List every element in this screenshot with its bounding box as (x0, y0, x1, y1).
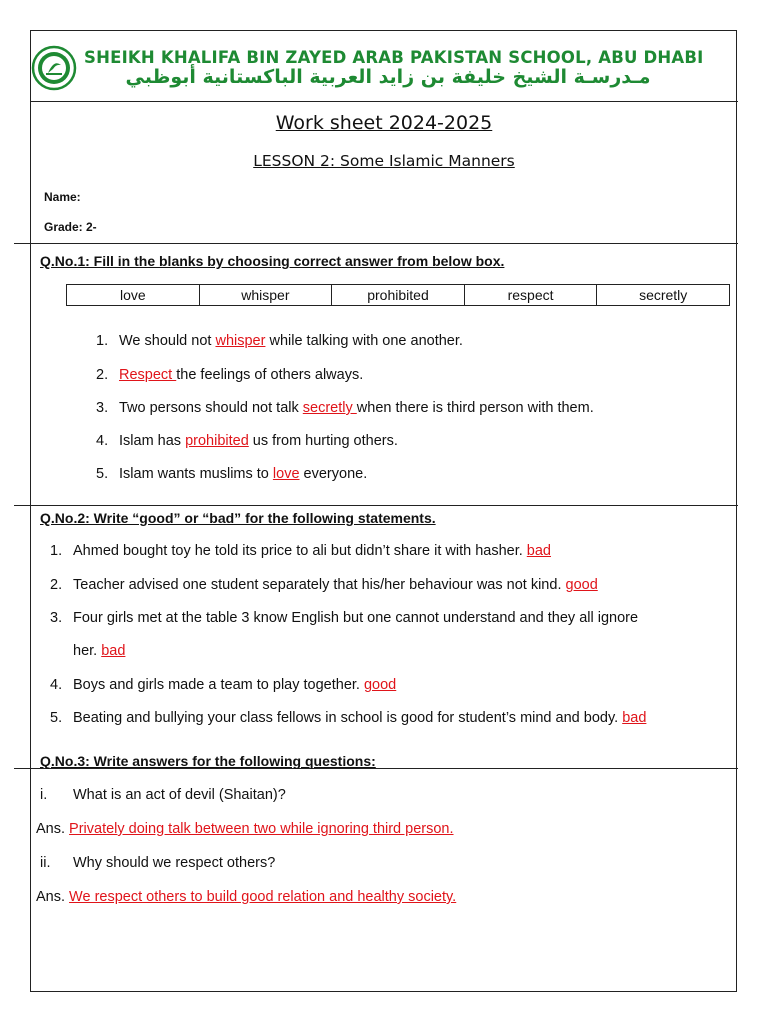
lesson-title: LESSON 2: Some Islamic Manners (253, 152, 515, 170)
answer-label: Ans. (36, 889, 70, 905)
q1-item (119, 367, 363, 383)
q2-answer: bad (101, 643, 126, 659)
worksheet-title: Work sheet 2024-2025 (275, 112, 493, 134)
q1-answer: Respect (119, 367, 177, 383)
q3-question: Why should we respect others? (73, 855, 276, 871)
school-crest-icon (31, 45, 77, 91)
header-divider (30, 101, 738, 102)
q2-item (73, 710, 646, 726)
q1-heading: Q.No.1: Fill in the blanks by choosing correct answer from below box. (40, 253, 505, 269)
q1-item-text: when there is third person with them. (356, 400, 594, 416)
q1-answer: secretly (302, 400, 357, 416)
q1-item-text: Two persons should not talk (119, 400, 303, 416)
q2-item-text: Boys and girls made a team to play together. (73, 677, 364, 693)
name-label: Name: (44, 190, 81, 204)
q2-item-text: Ahmed bought toy he told its price to ali but didn’t share it with hasher. (73, 543, 527, 559)
q1-item-text: Islam wants muslims to (119, 466, 273, 482)
q2-item-number: 2. (50, 577, 63, 593)
section-divider-2 (14, 505, 738, 506)
q3-item-number: ii. (40, 855, 51, 871)
section-divider-1 (14, 243, 738, 244)
q2-answer: bad (526, 543, 551, 559)
word-bank-cell: love (67, 285, 200, 306)
q2-answer: good (363, 677, 397, 693)
q1-item-text: We should not (119, 333, 216, 349)
q2-item-number: 1. (50, 543, 63, 559)
q2-item (73, 577, 598, 593)
q3-item-number: i. (40, 787, 48, 803)
q1-item-text: while talking with one another. (265, 333, 463, 349)
q1-item-number: 4. (96, 433, 109, 449)
q1-item-text: everyone. (299, 466, 368, 482)
q1-item (119, 400, 594, 416)
q2-item-text: Teacher advised one student separately that his/her behaviour was not kind. (73, 577, 566, 593)
q2-answer: good (565, 577, 598, 593)
q1-item (119, 466, 367, 482)
q1-answer: prohibited (185, 433, 249, 449)
q1-item-number: 2. (96, 367, 109, 383)
q2-item (73, 543, 551, 559)
q2-item-continued (73, 643, 125, 659)
q2-item (73, 677, 396, 693)
q2-item-number: 4. (50, 677, 63, 693)
q2-item-text: Four girls met at the table 3 know English but one cannot understand and they all ignore (73, 610, 639, 626)
word-bank-cell: whisper (199, 285, 332, 306)
word-bank-cell: secretly (597, 285, 730, 306)
q3-answer-line (36, 821, 454, 837)
q1-answer: whisper (215, 333, 266, 349)
q1-item-text: us from hurting others. (248, 433, 398, 449)
word-bank-cell: prohibited (332, 285, 465, 306)
q2-item-text: her. (73, 643, 102, 659)
word-bank-cell: respect (464, 285, 597, 306)
q2-heading: Q.No.2: Write “good” or “bad” for the following statements. (40, 510, 436, 526)
q3-answer: We respect others to build good relation and healthy society. (69, 889, 457, 905)
q2-item-text: Beating and bullying your class fellows in school is good for student’s mind and body. (73, 710, 623, 726)
grade-label: Grade: 2- (44, 220, 97, 234)
q2-answer: bad (622, 710, 647, 726)
school-name-arabic: مـدرسـة الشيخ خليفة بن زايد العربية الباكستانية أبوظبي (125, 66, 651, 88)
q1-item (119, 333, 463, 349)
school-name-english: SHEIKH KHALIFA BIN ZAYED ARAB PAKISTAN SCHOOL, ABU DHABI (84, 48, 704, 67)
q1-item-number: 5. (96, 466, 109, 482)
q1-item-text: the feelings of others always. (176, 367, 364, 383)
q2-item (73, 610, 638, 626)
q3-answer-line (36, 889, 456, 905)
q2-item-number: 5. (50, 710, 63, 726)
q2-item-number: 3. (50, 610, 63, 626)
q1-item-number: 1. (96, 333, 109, 349)
answer-label: Ans. (36, 821, 70, 837)
q1-item-number: 3. (96, 400, 109, 416)
word-bank-table (66, 284, 730, 306)
q3-answer: Privately doing talk between two while ignoring third person. (69, 821, 454, 837)
q1-item (119, 433, 398, 449)
q1-answer: love (272, 466, 300, 482)
q3-heading: Q.No.3: Write answers for the following questions: (40, 753, 376, 769)
q1-item-text: Islam has (119, 433, 186, 449)
q3-question: What is an act of devil (Shaitan)? (73, 787, 286, 803)
